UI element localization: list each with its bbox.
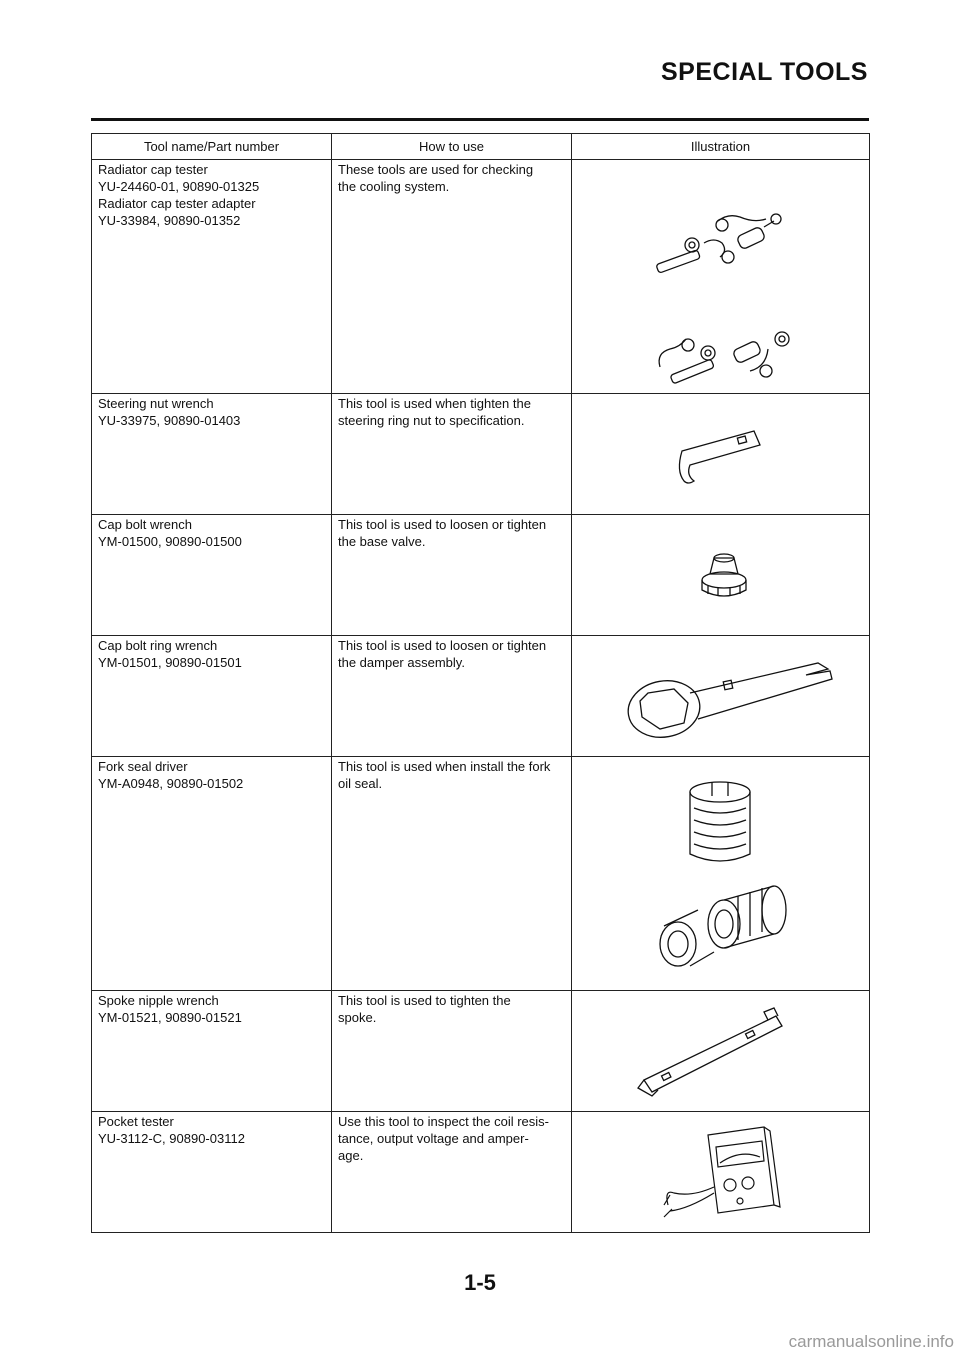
illustration-cell	[572, 1112, 870, 1233]
tool-name-cell	[92, 636, 332, 757]
tool-name-cell	[92, 1112, 332, 1233]
part-number: YU-33984, 90890-01352	[98, 213, 241, 228]
illustration-cell	[572, 636, 870, 757]
table-header-row	[92, 134, 870, 160]
column-header-tool-name: Tool name/Part number	[92, 134, 332, 160]
illustration-cell	[572, 991, 870, 1112]
cap-bolt-wrench-icon	[578, 516, 876, 634]
how-to-use-cell	[332, 515, 572, 636]
table-row	[92, 515, 870, 636]
tool-name: Radiator cap tester adapter	[98, 196, 256, 211]
how-to-use-cell	[332, 636, 572, 757]
how-to-use-text: tance, output voltage and amper-	[338, 1131, 529, 1146]
how-to-use-text: steering ring nut to specification.	[338, 413, 525, 428]
column-header-how-to-use: How to use	[332, 134, 572, 160]
how-to-use-cell	[332, 757, 572, 991]
fork-seal-driver-icon	[578, 758, 876, 989]
how-to-use-text: age.	[338, 1148, 364, 1163]
part-number: YM-01500, 90890-01500	[98, 534, 242, 549]
how-to-use-text: the damper assembly.	[338, 655, 465, 670]
steering-nut-wrench-icon	[578, 395, 876, 513]
radiator-cap-tester-icon	[578, 161, 876, 392]
how-to-use-text: Use this tool to inspect the coil resis-	[338, 1114, 549, 1129]
how-to-use-text: This tool is used to loosen or tighten	[338, 638, 547, 653]
tool-name-cell	[92, 515, 332, 636]
how-to-use-text: the base valve.	[338, 534, 426, 549]
title-rule	[91, 118, 869, 121]
how-to-use-cell	[332, 394, 572, 515]
tool-name: Pocket tester	[98, 1114, 174, 1129]
tool-name-cell	[92, 991, 332, 1112]
how-to-use-cell	[332, 991, 572, 1112]
part-number: YM-A0948, 90890-01502	[98, 776, 244, 791]
tool-name: Cap bolt ring wrench	[98, 638, 218, 653]
spoke-nipple-wrench-icon	[578, 992, 876, 1110]
illustration-cell	[572, 757, 870, 991]
table-row	[92, 394, 870, 515]
how-to-use-text: This tool is used when install the fork	[338, 759, 551, 774]
special-tools-table	[91, 133, 870, 1233]
table-row	[92, 1112, 870, 1233]
how-to-use-text: This tool is used to tighten the	[338, 993, 511, 1008]
part-number: YM-01521, 90890-01521	[98, 1010, 242, 1025]
part-number: YM-01501, 90890-01501	[98, 655, 242, 670]
table-row	[92, 636, 870, 757]
watermark: carmanualsonline.info	[788, 1332, 954, 1351]
table-row	[92, 757, 870, 991]
how-to-use-text: This tool is used when tighten the	[338, 396, 531, 411]
page-title: SPECIAL TOOLS	[660, 58, 868, 86]
tool-name: Fork seal driver	[98, 759, 188, 774]
table-row	[92, 991, 870, 1112]
tool-name: Radiator cap tester	[98, 162, 208, 177]
tool-name-cell	[92, 394, 332, 515]
pocket-tester-icon	[578, 1113, 876, 1231]
how-to-use-cell	[332, 1112, 572, 1233]
tool-name-cell	[92, 757, 332, 991]
part-number: YU-3112-C, 90890-03112	[98, 1131, 245, 1146]
how-to-use-text: the cooling system.	[338, 179, 450, 194]
tool-name-cell	[92, 160, 332, 394]
part-number: YU-33975, 90890-01403	[98, 413, 241, 428]
part-number: YU-24460-01, 90890-01325	[98, 179, 260, 194]
tool-name: Spoke nipple wrench	[98, 993, 219, 1008]
how-to-use-text: oil seal.	[338, 776, 383, 791]
tool-name: Cap bolt wrench	[98, 517, 192, 532]
illustration-cell	[572, 394, 870, 515]
table-row	[92, 160, 870, 394]
tool-name: Steering nut wrench	[98, 396, 214, 411]
how-to-use-text: This tool is used to loosen or tighten	[338, 517, 547, 532]
cap-bolt-ring-wrench-icon	[578, 637, 876, 755]
illustration-cell	[572, 515, 870, 636]
page-number: 1-5	[464, 1270, 496, 1295]
illustration-cell	[572, 160, 870, 394]
column-header-illustration: Illustration	[572, 134, 870, 160]
how-to-use-text: spoke.	[338, 1010, 377, 1025]
how-to-use-cell	[332, 160, 572, 394]
how-to-use-text: These tools are used for checking	[338, 162, 534, 177]
